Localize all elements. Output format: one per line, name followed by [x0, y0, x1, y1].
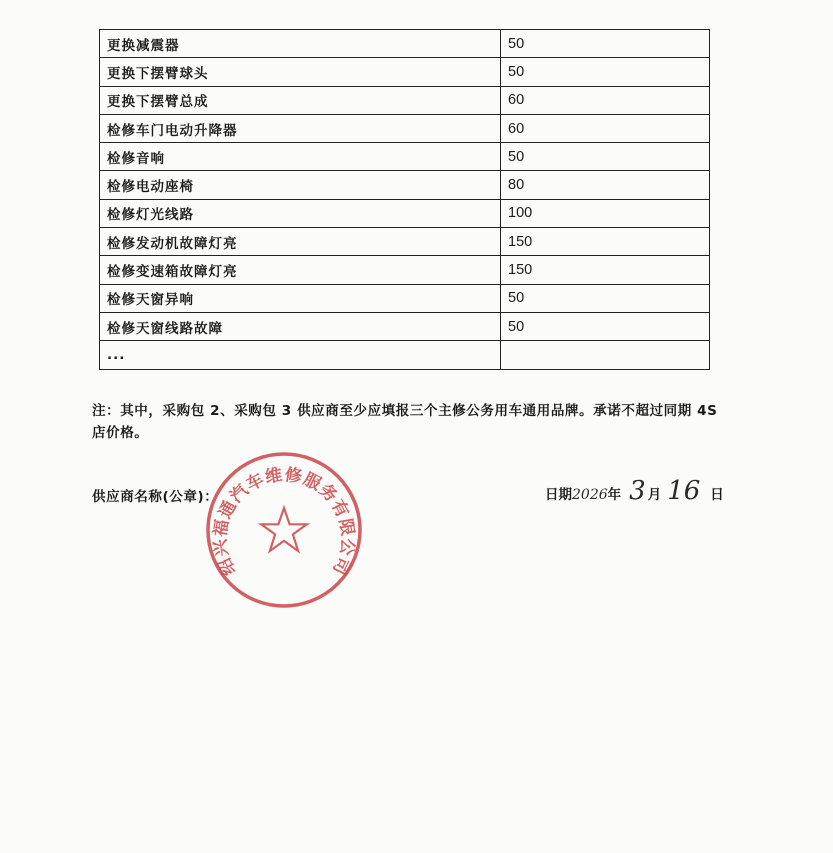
service-item-name: 检修音响	[100, 143, 501, 171]
table-row	[100, 171, 710, 199]
table-row	[100, 312, 710, 340]
service-item-price: 100	[501, 199, 710, 227]
date-year-unit: 年	[607, 487, 622, 503]
service-item-name: 检修发动机故障灯亮	[100, 228, 501, 256]
company-seal	[204, 450, 364, 610]
service-item-name: 更换下摆臂球头	[100, 58, 501, 86]
service-item-price	[501, 341, 710, 369]
service-item-price: 50	[501, 284, 710, 312]
table-row	[100, 284, 710, 312]
service-item-name: 更换减震器	[100, 30, 501, 58]
service-item-price: 150	[501, 228, 710, 256]
table-row	[100, 256, 710, 284]
table-row	[100, 30, 710, 58]
table-row	[100, 228, 710, 256]
table-row	[100, 341, 710, 369]
service-item-name: ...	[100, 341, 501, 369]
table-row	[100, 199, 710, 227]
svg-text:绍兴福通汽车维修服务有限公司: 绍兴福通汽车维修服务有限公司	[210, 465, 358, 579]
date-label: 日期	[545, 487, 572, 503]
service-item-name: 检修天窗异响	[100, 284, 501, 312]
date-year-handwritten: 2026	[572, 487, 608, 503]
date-day-unit: 日	[710, 487, 724, 503]
price-table	[99, 29, 710, 370]
service-item-price: 50	[501, 143, 710, 171]
table-row	[100, 143, 710, 171]
service-item-name: 更换下摆臂总成	[100, 86, 501, 114]
service-item-name: 检修电动座椅	[100, 171, 501, 199]
service-item-price: 60	[501, 114, 710, 142]
service-item-price: 150	[501, 256, 710, 284]
table-row	[100, 58, 710, 86]
service-item-name: 检修天窗线路故障	[100, 312, 501, 340]
date-month-unit: 月	[647, 487, 662, 503]
date-month-handwritten: 3	[629, 476, 646, 506]
service-item-name: 检修车门电动升降器	[100, 114, 501, 142]
star-icon	[261, 508, 307, 551]
service-item-name: 检修变速箱故障灯亮	[100, 256, 501, 284]
date-line	[545, 476, 724, 506]
service-item-price: 50	[501, 58, 710, 86]
date-day-handwritten: 16	[667, 476, 701, 506]
service-item-price: 60	[501, 86, 710, 114]
service-item-name: 检修灯光线路	[100, 199, 501, 227]
table-row	[100, 86, 710, 114]
service-item-price: 50	[501, 312, 710, 340]
service-item-price: 80	[501, 171, 710, 199]
note-text: 注：其中，采购包 2、采购包 3 供应商至少应填报三个主修公务用车通用品牌。承诺不超过同期 4S 店价格。	[92, 403, 718, 441]
table-row	[100, 114, 710, 142]
service-item-price: 50	[501, 30, 710, 58]
supplier-name-label: 供应商名称(公章)：	[92, 489, 219, 505]
